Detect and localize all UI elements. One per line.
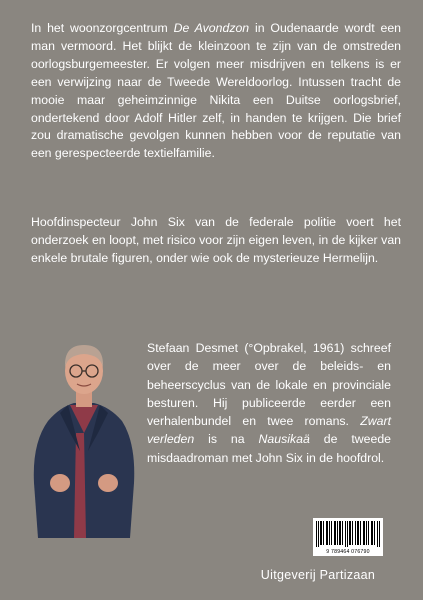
isbn-barcode bbox=[313, 518, 383, 556]
author-bio-text: Stefaan Desmet (°Opbrakel, 1961) schreef over de meer over de beleids- en beheerscyclus van de lokale en provinciale besturen. Hij publiceerde eerder een verhalenbundel en twee romans. bbox=[147, 341, 391, 429]
blurb-paragraph-2: Hoofdinspecteur John Six van de federale politie voert het onderzoek en loopt, met risico voor zijn eigen leven, in de kijker van enkele brutale figuren, onder wie ook de mysterieuze Hermelijn. bbox=[31, 215, 401, 265]
author-bio-text: is na bbox=[194, 432, 259, 447]
author-bio bbox=[147, 339, 391, 467]
blurb-text: in Oudenaarde wordt een man vermoord. Het blijkt de kleinzoon te zijn van de omstreden oorlogsburgemeester. Er volgen meer misdrijven en telkens is er een verwijzing naar de Tweede Wereldoorlog. Intussen tracht de mooie maar geheimzinnige Nikita een Duitse oorlogsbrief, ondertekend door Adolf Hitler zelf, in handen te krijgen. Die brief zou dramatische gevolgen kunnen hebben voor de reputatie van een gerespecteerde textielfamilie. bbox=[31, 21, 401, 161]
blurb-text: In het woonzorgcentrum bbox=[31, 21, 174, 35]
author-bio-text: de tweede misdaadroman met John Six in de hoofdrol. bbox=[147, 432, 391, 465]
author-photo bbox=[30, 333, 138, 538]
book-title: Nausikaä bbox=[258, 432, 310, 447]
isbn-number: 9 789464 076790 bbox=[326, 549, 370, 555]
blurb-italic-title: De Avondzon bbox=[173, 21, 250, 35]
barcode-bars bbox=[316, 521, 380, 547]
blurb-paragraph-1 bbox=[31, 20, 401, 163]
publisher-name: Uitgeverij Partizaan bbox=[260, 568, 376, 582]
book-title: Zwart verleden bbox=[147, 414, 391, 447]
